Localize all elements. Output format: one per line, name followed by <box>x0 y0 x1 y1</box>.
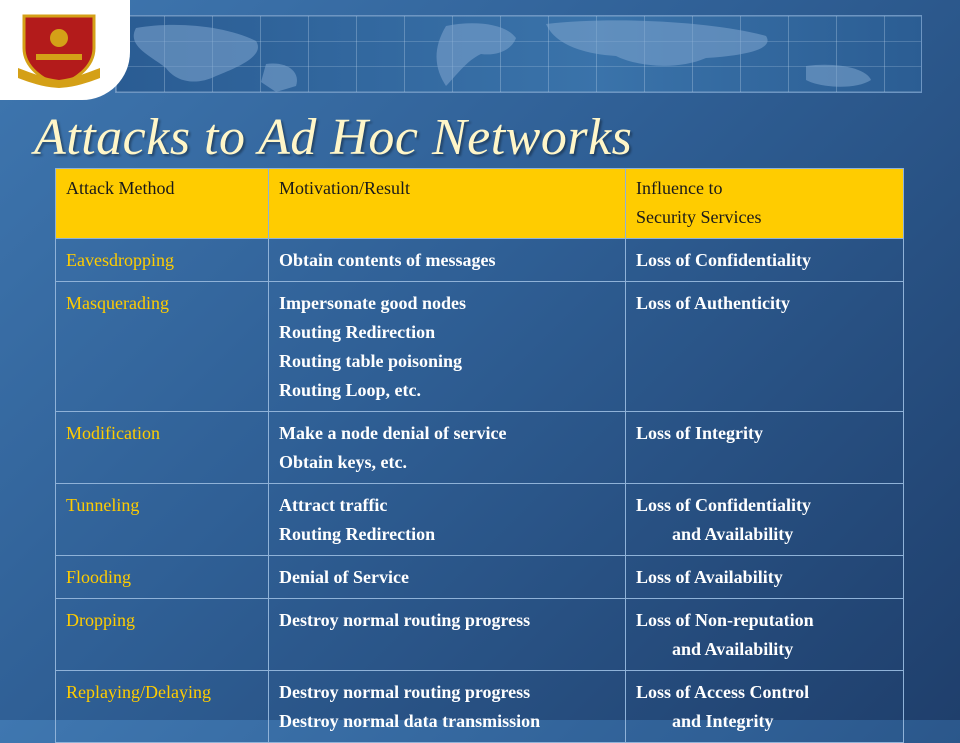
motivation-cell <box>269 671 626 743</box>
motivation-line: Destroy normal routing progress <box>279 682 531 702</box>
attack-method-cell: Flooding <box>56 556 269 599</box>
table-row <box>56 556 904 599</box>
attack-method-cell: Dropping <box>56 599 269 671</box>
motivation-line: Routing Redirection <box>279 524 436 544</box>
attack-method-cell: Tunneling <box>56 484 269 556</box>
motivation-line: Denial of Service <box>279 567 409 587</box>
motivation-line: Destroy normal data transmission <box>279 711 541 731</box>
attack-method-cell: Masquerading <box>56 282 269 412</box>
motivation-line: Obtain contents of messages <box>279 250 496 270</box>
influence-cell <box>626 282 904 412</box>
influence-cell <box>626 599 904 671</box>
header-attack-method: Attack Method <box>56 169 269 239</box>
table-row <box>56 239 904 282</box>
attack-method-cell: Replaying/Delaying <box>56 671 269 743</box>
influence-line: and Availability <box>672 524 794 544</box>
motivation-line: Make a node denial of service <box>279 423 507 443</box>
table-header-row <box>56 169 904 239</box>
motivation-cell <box>269 484 626 556</box>
attacks-table <box>55 168 904 743</box>
header-influence <box>626 169 904 239</box>
influence-line: Loss of Non-reputation <box>636 610 814 630</box>
header-motivation-result: Motivation/Result <box>269 169 626 239</box>
table-row <box>56 599 904 671</box>
motivation-line: Routing table poisoning <box>279 351 463 371</box>
influence-cell <box>626 671 904 743</box>
influence-cell <box>626 239 904 282</box>
attack-method-cell: Modification <box>56 412 269 484</box>
influence-cell <box>626 484 904 556</box>
influence-cell <box>626 556 904 599</box>
motivation-cell <box>269 412 626 484</box>
motivation-line: Impersonate good nodes <box>279 293 467 313</box>
influence-line: Loss of Access Control <box>636 682 810 702</box>
influence-cell <box>626 412 904 484</box>
motivation-cell <box>269 556 626 599</box>
motivation-cell <box>269 239 626 282</box>
influence-line: Loss of Confidentiality <box>636 495 812 515</box>
table-row <box>56 282 904 412</box>
motivation-line: Routing Redirection <box>279 322 436 342</box>
motivation-line: Attract traffic <box>279 495 388 515</box>
motivation-cell <box>269 599 626 671</box>
header-influence-line2: Security Services <box>636 207 762 227</box>
header-influence-line1: Influence to <box>636 178 723 198</box>
motivation-cell <box>269 282 626 412</box>
influence-line: and Availability <box>672 639 794 659</box>
slide-title: Attacks to Ad Hoc Networks <box>34 109 633 166</box>
influence-line: Loss of Authenticity <box>636 293 791 313</box>
influence-line: Loss of Availability <box>636 567 783 587</box>
attack-method-cell: Eavesdropping <box>56 239 269 282</box>
world-map-banner <box>115 15 922 93</box>
motivation-line: Routing Loop, etc. <box>279 380 422 400</box>
influence-line: Loss of Integrity <box>636 423 763 443</box>
university-crest-icon <box>14 8 104 88</box>
table-row <box>56 484 904 556</box>
logo-panel <box>0 0 130 100</box>
table-row <box>56 412 904 484</box>
influence-line: and Integrity <box>672 711 774 731</box>
motivation-line: Obtain keys, etc. <box>279 452 407 472</box>
motivation-line: Destroy normal routing progress <box>279 610 531 630</box>
table-row <box>56 671 904 743</box>
influence-line: Loss of Confidentiality <box>636 250 812 270</box>
